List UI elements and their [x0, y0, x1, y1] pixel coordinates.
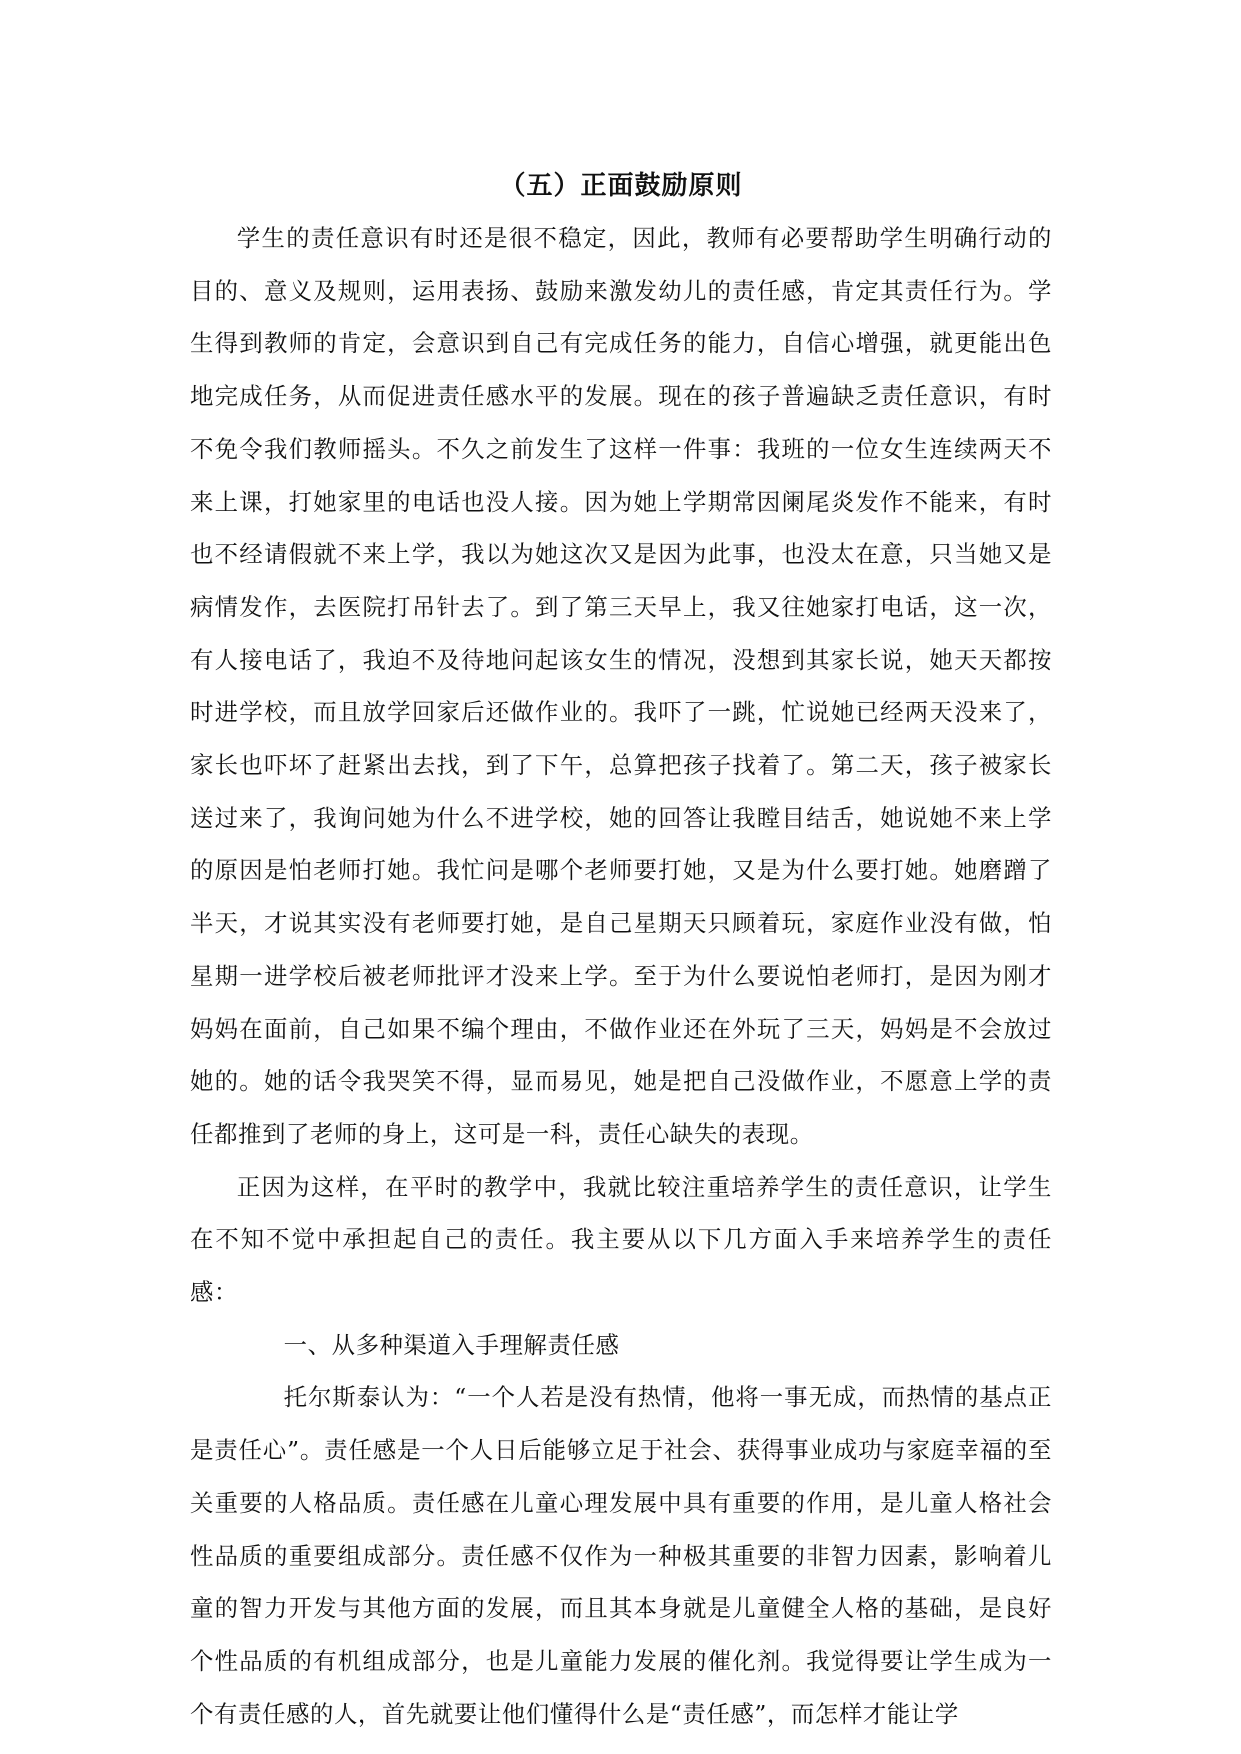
subsection-heading: 一、从多种渠道入手理解责任感	[283, 1330, 620, 1359]
section-heading: （五）正面鼓励原则	[499, 171, 743, 201]
body-paragraph-1: 学生的责任意识有时还是很不稳定，因此，教师有必要帮助学生明确行动的目的、意义及规则，运用表扬、鼓励来激发幼儿的责任感，肯定其责任行为。学生得到教师的肯定，会意识到自己有完成任务的能力，自信心增强，就更能出色地完成任务，从而促进责任感水平的发展。现在的孩子普遍缺乏责任意识，有时不免令我们教师摇头。不久之前发生了这样一件事：我班的一位女生连续两天不来上课，打她家里的电话也没人接。因为她上学期常因阑尾炎发作不能来，有时也不经请假就不来上学，我以为她这次又是因为此事，也没太在意，只当她又是病情发作，去医院打吊针去了。到了第三天早上，我又往她家打电话，这一次，有人接电话了，我迫不及待地问起该女生的情况，没想到其家长说，她天天都按时进学校，而且放学回家后还做作业的。我吓了一跳，忙说她已经两天没来了，家长也吓坏了赶紧出去找，到了下午，总算把孩子找着了。第二天，孩子被家长送过来了，我询问她为什么不进学校，她的回答让我瞠目结舌，她说她不来上学的原因是怕老师打她。我忙问是哪个老师要打她，又是为什么要打她。她磨蹭了半天，才说其实没有老师要打她，是自己星期天只顾着玩，家庭作业没有做，怕星期一进学校后被老师批评才没来上学。至于为什么要说怕老师打，是因为刚才妈妈在面前，自己如果不编个理由，不做作业还在外玩了三天，妈妈是不会放过她的。她的话令我哭笑不得，显而易见，她是把自己没做作业，不愿意上学的责任都推到了老师的身上，这可是一科，责任心缺失的表现。	[190, 224, 1052, 1148]
body-paragraph-3: 托尔斯泰认为：“一个人若是没有热情，他将一事无成，而热情的基点正是责任心”。责任感是一个人日后能够立足于社会、获得事业成功与家庭幸福的至关重要的人格品质。责任感在儿童心理发展中具有重要的作用，是儿童人格社会性品质的重要组成部分。责任感不仅作为一种极其重要的非智力因素，影响着儿童的智力开发与其他方面的发展，而且其本身就是儿童健全人格的基础，是良好个性品质的有机组成部分，也是儿童能力发展的催化剂。我觉得要让学生成为一个有责任感的人，首先就要让他们懂得什么是“责任感”，而怎样才能让学	[190, 1383, 1052, 1728]
document-page	[190, 160, 1052, 1740]
body-paragraph-2: 正因为这样，在平时的教学中，我就比较注重培养学生的责任意识，让学生在不知不觉中承担起自己的责任。我主要从以下几方面入手来培养学生的责任感：	[190, 1172, 1052, 1307]
